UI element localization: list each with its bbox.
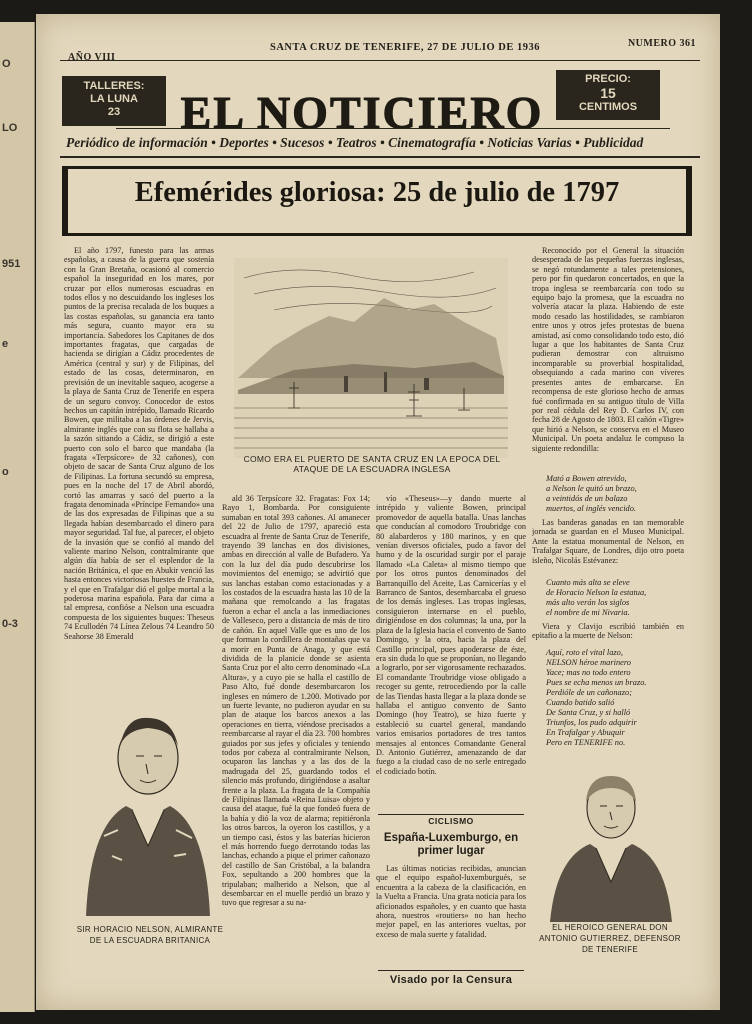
- poem-line: De Santa Cruz, y si halló: [546, 708, 631, 717]
- margin-fragment: e: [2, 338, 9, 350]
- nelson-portrait: [76, 706, 220, 918]
- article-text: vío «Theseus»—y dando muerte al intrépido y valiente Bowen, principal promovedor de aquella batalla. Unas lanchas que conducían al comodoro Troubridge con 80 alabarderos y 180 marinos, y en que venían diversos oficiales, pudo a favor del humo y de la oscuridad surgir por el paraje llamado «La Caleta» al mismo tiempo que por los otros puntos denominados del Barranquillo del Aceite, Las Carnicerías y el Barranco de Santos, desembarcaba el grueso de los demás ingleses. Las tropas inglesas, consiguieron internarse en el pueblo, dirigiéndose en dos columnas; la una, por la plaza de la Iglesia hacia el convento de Santo Domingo, y la otra, hacia la plaza del Castillo principal, pues apoderarse de éste, era sin duda lo que se proponían, no llegando a lograrlo, por ser vigorosamente rechazados. El comandante Troubridge viose obligado a recoger su gente, retrocediendo por la calle de las Tiendas hasta llegar a la plaza donde se hallaba el antiguo convento de Santo Domingo (hoy Teatro), se hizo fuerte y estableció su cuartel general, mandando varios emisarios portadores de tres tantos mensajes al entonces Comandante General D. Antonio Gutiérrez, amenazando de dar fuego a la ciudad caso de no serle entregado el codiciado botín.: [376, 494, 526, 776]
- tagline: Periódico de información • Deportes • Sucesos • Teatros • Cinematografía • Noticias Varias • Publicidad: [66, 135, 644, 150]
- headline: Efemérides gloriosa: 25 de julio de 1797: [134, 177, 620, 208]
- poem-3: [546, 648, 686, 748]
- sports-body: [376, 864, 526, 946]
- sports-section: CICLISMO: [428, 816, 474, 826]
- poem-line: el nombre de mi Nivaria.: [546, 608, 630, 617]
- price-box: [556, 70, 660, 120]
- sports-title-2: primer lugar: [417, 845, 485, 857]
- sports-title-1: España-Luxemburgo, en: [383, 832, 519, 844]
- article-column-4b: [532, 518, 684, 576]
- poem-line: Cuando batido salió: [546, 698, 615, 707]
- talleres-label: TALLERES:: [83, 80, 145, 92]
- poem-line: a Nelson le quitó un brazo,: [546, 484, 637, 493]
- talleres-number: 23: [107, 106, 121, 118]
- price-unit: CENTIMOS: [578, 101, 638, 113]
- nelson-caption: SIR HORACIO NELSON, ALMIRANTE DE LA ESCUADRA BRITANICA: [76, 925, 224, 945]
- newspaper-page: [36, 14, 720, 1010]
- poem-1: [546, 474, 686, 514]
- margin-fragment: O: [2, 58, 11, 70]
- price-label: PRECIO:: [585, 73, 631, 85]
- masthead-rule: [116, 128, 670, 129]
- censor-note: Visado por la Censura: [389, 974, 513, 986]
- article-column-4: [532, 246, 684, 470]
- poem-line: Yace; mas no todo entero: [546, 668, 631, 677]
- tagline-rule: [60, 156, 700, 158]
- article-text: Viera y Clavijo escribió también en epitafio a la muerte de Nelson:: [532, 622, 684, 641]
- price-value: 15: [600, 85, 616, 101]
- headline-box: [62, 166, 692, 236]
- poem-line: Perdióle de un cañonazo;: [546, 688, 632, 697]
- margin-fragment: 951: [2, 258, 21, 270]
- margin-fragment: 0-3: [2, 618, 18, 630]
- sports-text: Las últimas noticias recibidas, anuncian que el equipo español-luxemburgués, se encuentra a la cabeza de la clasificación, en la Vuelta a Francia. Una grata noticia para los aficionados españoles, y en cuanto que hasta ahora, nuestros «routiers» no han hecho mejor papel, en las anteriores vueltas, por exceso de mala suerte y fatalidad.: [376, 864, 526, 939]
- margin-fragment: LO: [2, 122, 18, 134]
- article-text: Reconocido por el General la situación desesperada de las pequeñas fuerzas inglesas, se negó rotundamente a tales pretensiones, pero por fin quedaron concertados, en que la tropa inglesa se reembarcaría con todo su equipo bajo la promesa, que la escuadra no volvería atacar la plaza. Habiendo de este modo cesado las hostilidades, se cambiaron entre unos y otros jefes protestas de buena amistad, así como consolidando todo esto, dió lugar a que los habitantes de Santa Cruz pudieran demostrar con altruismo incomparable su proverbial hospitalidad, obsequiando a cada marino con víveres presentes antes de embarcarse. En recompensa de este glorioso hecho de armas fué confirmada en su antiguo título de Villa por real cédula del Rey D. Carlos IV, con fecha 28 de Agosto de 1803. El cañón «Tigre» que hirió a Nelson, se conserva en el Museo Municipal. Un poeta andaluz le compuso la siguiente redondilla:: [532, 246, 684, 453]
- poem-line: Triunfos, los pudo adquirir: [546, 718, 637, 727]
- poem-line: Cuanto más alta se eleve: [546, 578, 630, 587]
- article-column-1: [64, 246, 214, 706]
- masthead-title: EL NOTICIERO: [180, 87, 544, 138]
- margin-fragment: o: [2, 466, 9, 478]
- talleres-street: LA LUNA: [90, 93, 138, 105]
- poem-line: NELSON héroe marinero: [546, 658, 631, 667]
- poem-2: [546, 578, 686, 618]
- year-label: AÑO VIII: [68, 52, 116, 63]
- sports-rule: [378, 814, 524, 815]
- issue-number: NUMERO 361: [627, 38, 696, 49]
- article-text: El año 1797, funesto para las armas españolas, a causa de la guerra que sostenía con la Gran Bretaña, ocasionó al comercio español la inseguridad en los mares, por cruzar por ellos numerosas escuadras en todos ellos y no descuidando los ingleses los puntos de la precisa recalada de los buques a las costas españolas, su ganancia era tanto más segura, cuanto mayor era su importancia. Sabedores los Capitanes de dos importantes fragatas, que cargadas de hacienda se dirigían a Cádiz procedentes de América (central y sur) y de Filipinas, del estado de las cosas, determinaron, en previsión de un inevitable saqueo, acogerse a la playa de Santa Cruz de Tenerife en espera de un seguro convoy. Conocedor de estos hechos un capitán intrépido, llamado Ricardo Bowen, que militaba a las órdenes de Jervis, almirante inglés que con su flota se hallaba a la sazón sitiando a Cádiz, se dirigió a este puerto con solo el barco que mandaba (la fragata «Terpsícore» de 32 cañones), con objeto de sacar de Santa Cruz alguno de los de Filipinas. La fortuna secundó su empresa, pues en la noche del 17 de Abril abordó, cortó las amarras y sacó del puerto a la fragata denominada «Príncipe Fernando» una de las dos expresadas de Filipinas que a su llegada habían desembarcado el dinero para mayor seguridad. Tal fue, al parecer, el objeto de la invasión que se confió al mando del valiente marino Nelson, contralmirante que algún día había de ser el esplendor de la nación Británica, el que en Abukir venció las hasta entonces victoriosas huestes de Francia, y el que en Trafalgar dió el golpe mortal a la poderosa marina española. Para dar cima a tal empresa, confióse a Nelson una escuadra compuesta de los siguientes buques: Theseus 74 Ecullodén 74 Línea Zelous 74 Leandro 50 Seahorse 38 Emerald: [64, 246, 214, 641]
- previous-page-edge: [0, 22, 35, 1012]
- article-column-4c: [532, 622, 684, 644]
- poem-line: Aquí, roto el vital lazo,: [546, 648, 623, 657]
- gutierrez-portrait: [536, 762, 686, 922]
- poem-line: de Horacio Nelson la estatua,: [546, 588, 647, 597]
- poem-line: En Trafalgar y Abuquir: [546, 728, 625, 737]
- poem-line: a veintidós de un balazo: [546, 494, 628, 503]
- gutierrez-caption: EL HEROICO GENERAL DON ANTONIO GUTIERREZ, DEFENSOR DE TENERIFE: [539, 923, 681, 954]
- talleres-box: [62, 76, 166, 126]
- dateline: SANTA CRUZ DE TENERIFE, 27 DE JULIO DE 1936: [270, 42, 540, 53]
- censor-rule: [378, 970, 524, 971]
- poem-line: más alto verán los siglos: [546, 598, 630, 607]
- engraving-caption: COMO ERA EL PUERTO DE SANTA CRUZ EN LA EPOCA DEL ATAQUE DE LA ESCUADRA INGLESA: [243, 454, 501, 474]
- poem-line: Pues se echa menos un brazo.: [546, 678, 647, 687]
- poem-line: Mató a Bowen atrevido,: [546, 474, 627, 483]
- poem-line: Pero en TENERIFE no.: [546, 738, 626, 747]
- port-engraving: [234, 258, 508, 458]
- article-text: Las banderas ganadas en tan memorable jornada se guardan en el Museo Municipal. Ante la estatua monumental de Nelson, en Trafalgar Square, de Londres, dijo otro poeta isleño, Nicolás Estévanez:: [532, 518, 684, 565]
- poem-line: muertos, al inglés vencido.: [546, 504, 637, 513]
- article-text: ald 36 Terpsícore 32. Fragatas: Fox 14; Rayo 1, Bombarda. Por consiguiente sumaban en total 393 cañones. Al amanecer del 22 de Julio de 1797, apareció esta escuadra al frente de Santa Cruz de Tenerife, trayendo 39 lanchas en dos divisiones, ambas en dirección al valle de Bufadero. Ya con la luz del día pudo descubrirse los movimientos del enemigo; se advirtió que sus lanchas estaban como estacionadas y a los costados de la escuadra hasta las 10 de la mañana que remolcando a las fragatas fueron a echar el ancla a las inmediaciones de Valleseco, pero a distancia de más de tiro de cañón. En aquel Valle que es uno de los que forman la cordillera de montañas que va a morir en Punta de Anaga, y que está dividida de la planicie donde se asienta Santa Cruz por el alto cerro denominado «La Altura», y a cuyo pie se halla el castillo de Paso Alto, fué donde desembarcaron los ingleses en número de 1.200. Motivado por un fuerte levante, no pudieron ayudar en su plan de ataque los barcos anexos a las operaciones en tierra, viéndose precisados a reembarcarse al rayar el día 23. 700 hombres guiados por sus jefes y oficiales y teniendo todos por cabeza al contralmirante Nelson, ocuparon las lanchas y a las dos de la madrugada del 25, guardando todos el silencio más profundo, dirigiéndose a asaltar frente a la plaza. La fragata de la Compañía de Filipinas llamada «Reina Luisa» objeto y causa del ataque, fué la que fondeó fuera de la bahía y dió la voz de alarma; repitiéronla los otros barcos, la oyeron los castillos, y a un tiempo casi, éstos y las baterías hicieron el más horrendo fuego derrotando todas las lanchas, echando a pique el primer cañonazo del castillo de San Cristóbal, a la balandra Fox, sepultando a 200 hombres que la tripulaban; malherido a Nelson, que al desembarcar en el muelle perdió un brazo y tuvo que regresar a su na-: [222, 494, 370, 908]
- sports-article: [376, 816, 526, 946]
- article-column-2: [222, 494, 370, 972]
- dateline-bar: [60, 38, 700, 63]
- article-column-3: [376, 494, 526, 810]
- header-rule: [60, 60, 700, 61]
